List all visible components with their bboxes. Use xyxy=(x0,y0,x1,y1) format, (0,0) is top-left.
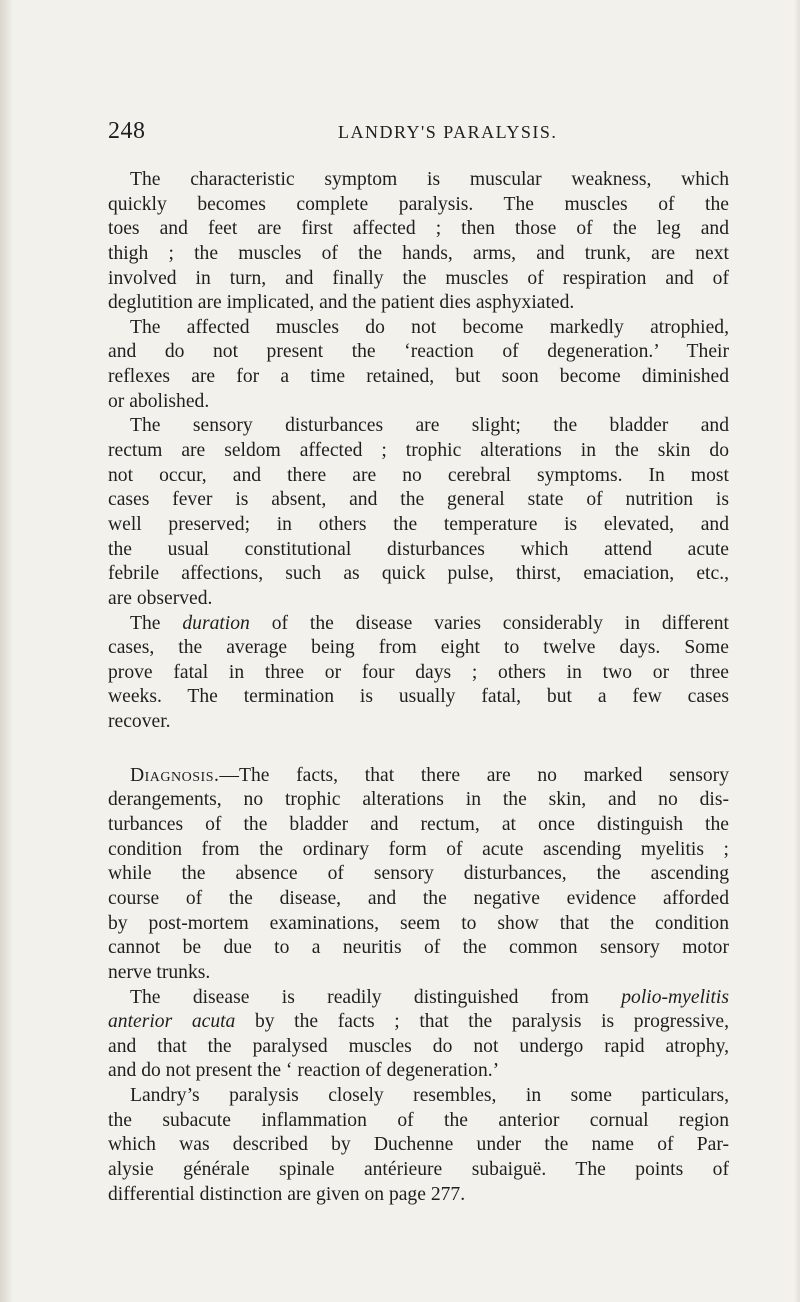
text-line: or abolished. xyxy=(108,390,210,412)
page-body xyxy=(108,168,729,1207)
text-line: cannot be due to a neuritis of the common sensory motor xyxy=(108,937,729,959)
text-line: toes and feet are first affected ; then those of the leg and xyxy=(108,218,729,240)
text-run: The xyxy=(130,612,161,634)
text-run: of the disease varies considerably in different xyxy=(271,612,729,634)
text-line: condition from the ordinary form of acute ascending myelitis ; xyxy=(108,838,729,860)
text-line: Landry’s paralysis closely resembles, in some particulars, xyxy=(130,1085,729,1107)
paragraph-duchenne xyxy=(108,1084,729,1207)
text-line: turbances of the bladder and rectum, at once distinguish the xyxy=(108,814,729,836)
text-line xyxy=(108,764,729,789)
section-gap xyxy=(108,735,729,764)
text-line: reflexes are for a time retained, but soon become diminished xyxy=(108,366,729,388)
text-line: recover. xyxy=(108,711,171,733)
text-line: thigh ; the muscles of the hands, arms, and trunk, are next xyxy=(108,242,729,264)
text-run: —The facts, that there are no marked sensory xyxy=(219,764,729,786)
text-line: cases fever is absent, and the general state of nutrition is xyxy=(108,489,729,511)
page-number: 248 xyxy=(108,118,146,144)
emphasis-anterior-acuta: anterior acuta xyxy=(108,1011,236,1033)
text-line xyxy=(108,612,729,637)
text-line: the usual constitutional disturbances which attend acute xyxy=(108,538,729,560)
section-heading-diagnosis: Diagnosis. xyxy=(130,764,220,786)
page-edge-shadow xyxy=(794,0,800,1302)
text-line: and that the paralysed muscles do not undergo rapid atrophy, xyxy=(108,1035,729,1057)
text-line: course of the disease, and the negative evidence afforded xyxy=(108,887,729,909)
text-line: febrile affections, such as quick pulse, thirst, emaciation, etc., xyxy=(108,563,729,585)
text-run: The disease is readily distinguished from xyxy=(130,986,589,1008)
text-line: quickly becomes complete paralysis. The muscles of the xyxy=(108,193,729,215)
text-line: and do not present the ‘ reaction of degeneration.’ xyxy=(108,1060,500,1082)
text-line: the subacute inflammation of the anterior cornual region xyxy=(108,1109,729,1131)
running-head: LANDRY'S PARALYSIS. xyxy=(338,122,558,142)
emphasis-polio-myelitis: polio-myelitis xyxy=(621,986,729,1008)
page-header xyxy=(108,118,728,148)
text-line: cases, the average being from eight to twelve days. Some xyxy=(108,637,729,659)
text-line: by post-mortem examinations, seem to show that the condition xyxy=(108,912,729,934)
text-line: The sensory disturbances are slight; the bladder and xyxy=(130,415,729,437)
paragraph-atrophy xyxy=(108,316,729,415)
text-line: which was described by Duchenne under the name of Par- xyxy=(108,1134,729,1156)
text-line: The affected muscles do not become markedly atrophied, xyxy=(130,316,729,338)
text-line: differential distinction are given on page 277. xyxy=(108,1183,466,1205)
text-line: involved in turn, and finally the muscles of respiration and of xyxy=(108,267,729,289)
text-line: derangements, no trophic alterations in the skin, and no dis- xyxy=(108,789,729,811)
text-line: are observed. xyxy=(108,587,213,609)
text-line: deglutition are implicated, and the patient dies asphyxiated. xyxy=(108,292,575,314)
text-line: prove fatal in three or four days ; others in two or three xyxy=(108,661,729,683)
paragraph-symptoms xyxy=(108,168,729,316)
text-line: well preserved; in others the temperature is elevated, and xyxy=(108,513,729,535)
paragraph-polio xyxy=(108,986,729,1085)
text-line xyxy=(108,1010,729,1035)
paragraph-sensory xyxy=(108,414,729,611)
paragraph-diagnosis xyxy=(108,764,729,986)
text-line: weeks. The termination is usually fatal, but a few cases xyxy=(108,686,729,708)
text-line xyxy=(108,986,729,1011)
emphasis-duration: duration xyxy=(182,612,250,634)
text-line: alysie générale spinale antérieure subaiguë. The points of xyxy=(108,1158,729,1180)
text-line: not occur, and there are no cerebral symptoms. In most xyxy=(108,464,729,486)
text-line: The characteristic symptom is muscular weakness, which xyxy=(130,169,729,190)
text-line: while the absence of sensory disturbances, the ascending xyxy=(108,863,729,885)
paragraph-duration xyxy=(108,612,729,735)
text-line: rectum are seldom affected ; trophic alterations in the skin do xyxy=(108,440,729,462)
page-gutter-shadow xyxy=(0,0,12,1302)
text-line: nerve trunks. xyxy=(108,961,211,983)
text-line: and do not present the ‘reaction of degeneration.’ Their xyxy=(108,341,729,363)
text-run: by the facts ; that the paralysis is progressive, xyxy=(254,1011,729,1033)
